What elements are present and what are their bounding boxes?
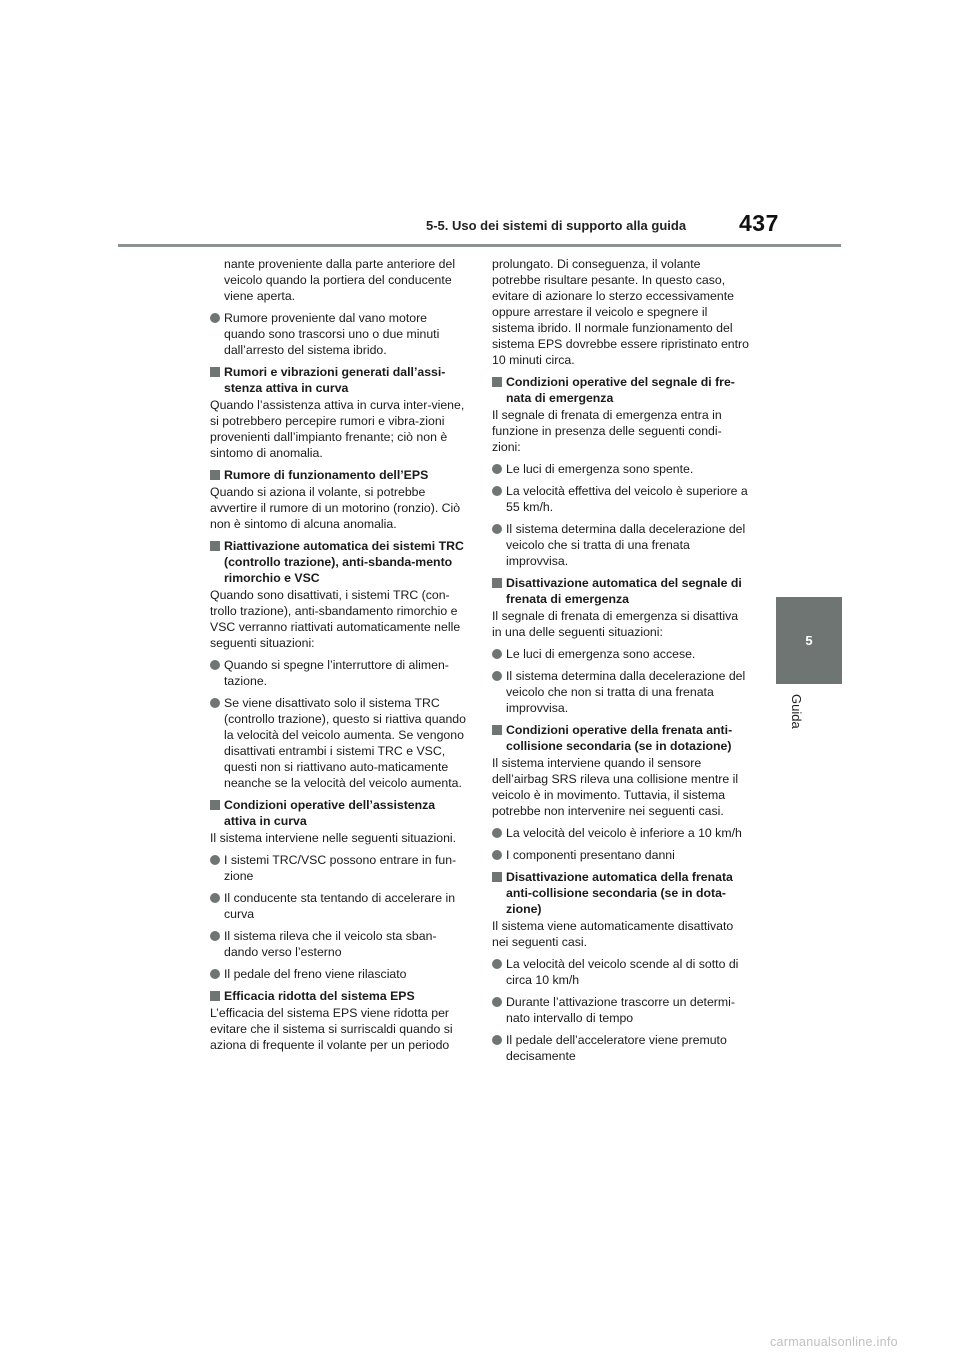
bullet-item: La velocità del veicolo scende al di sotto di circa 10 km/h [492, 956, 750, 988]
bullet-item: Il conducente sta tentando di accelerare in curva [210, 890, 468, 922]
bullet-item: Se viene disattivato solo il sistema TRC (controllo trazione), questo si riattiva quando la velocità del veicolo aumenta. Se vengono disattivati entrambi i sistemi TRC e VSC, questi non si riattivano auto-maticamente neanche se la velocità del veicolo aumenta. [210, 695, 468, 791]
paragraph: Il sistema interviene nelle seguenti situazioni. [210, 831, 457, 845]
bullet-item: Il pedale dell’acceleratore viene premuto decisamente [492, 1032, 750, 1064]
left-column [210, 256, 468, 1059]
bullet-item: Rumore proveniente dal vano motore quando sono trascorsi uno o due minuti dall’arresto del sistema ibrido. [210, 310, 468, 358]
bullet-item: I componenti presentano danni [492, 847, 750, 863]
bullet-item: Il sistema determina dalla decelerazione del veicolo che si tratta di una frenata improvvisa. [492, 521, 750, 569]
paragraph-continuation: nante proveniente dalla parte anteriore del veicolo quando la portiera del conducente viene aperta. [224, 257, 456, 303]
section-title: 5-5. Uso dei sistemi di supporto alla guida [426, 218, 687, 233]
paragraph: Il sistema interviene quando il sensore dell’airbag SRS rileva una collisione mentre il veicolo è in movimento. Tuttavia, il sistema potrebbe non intervenire nei seguenti casi. [492, 756, 739, 818]
watermark: carmanualsonline.info [770, 1335, 898, 1349]
section-heading: Rumori e vibrazioni generati dall’assi-stenza attiva in curva [210, 364, 468, 396]
paragraph: Quando l’assistenza attiva in curva inter-viene, si potrebbero percepire rumori e vibra-zioni provenienti dall’impianto frenante; ciò non è sintomo di anomalia. [210, 398, 465, 460]
bullet-item: Il sistema rileva che il veicolo sta sban-dando verso l’esterno [210, 928, 468, 960]
chapter-label: Guida [789, 694, 804, 729]
chapter-tab [776, 597, 842, 684]
bullet-item: Quando si spegne l’interruttore di alimen-tazione. [210, 657, 468, 689]
paragraph: Il segnale di frenata di emergenza si disattiva in una delle seguenti situazioni: [492, 609, 739, 639]
paragraph: Quando si aziona il volante, si potrebbe avvertire il rumore di un motorino (ronzio). Ciò non è sintomo di alcuna anomalia. [210, 485, 461, 531]
bullet-item: Il sistema determina dalla decelerazione del veicolo che non si tratta di una frenata improvvisa. [492, 668, 750, 716]
section-heading: Efficacia ridotta del sistema EPS [210, 988, 468, 1004]
bullet-item: Le luci di emergenza sono accese. [492, 646, 750, 662]
section-heading: Condizioni operative dell’assistenza attiva in curva [210, 797, 468, 829]
bullet-item: I sistemi TRC/VSC possono entrare in fun-zione [210, 852, 468, 884]
section-heading: Riattivazione automatica dei sistemi TRC (controllo trazione), anti-sbanda-mento rimorchio e VSC [210, 538, 468, 586]
paragraph: Il sistema viene automaticamente disattivato nei seguenti casi. [492, 919, 734, 949]
chapter-number: 5 [805, 633, 813, 648]
bullet-item: La velocità del veicolo è inferiore a 10 km/h [492, 825, 750, 841]
paragraph: Quando sono disattivati, i sistemi TRC (con-trollo trazione), anti-sbandamento rimorchio e VSC verranno riattivati automaticamente nelle seguenti situazioni: [210, 588, 461, 650]
right-column [492, 256, 750, 1070]
section-heading: Disattivazione automatica del segnale di frenata di emergenza [492, 575, 750, 607]
section-heading: Disattivazione automatica della frenata anti-collisione secondaria (se in dota-zione) [492, 869, 750, 917]
paragraph: prolungato. Di conseguenza, il volante potrebbe risultare pesante. In questo caso, evitare di azionare lo sterzo eccessivamente oppure arrestare il veicolo e spegnere il sistema ibrido. Il normale funzionamento del sistema EPS dovrebbe essere ripristinato entro 10 minuti circa. [492, 257, 749, 367]
paragraph: Il segnale di frenata di emergenza entra in funzione in presenza delle seguenti condi-zioni: [492, 408, 722, 454]
page-number: 437 [739, 210, 779, 236]
paragraph: L’efficacia del sistema EPS viene ridotta per evitare che il sistema si surriscaldi quando si aziona di frequente il volante per un periodo [210, 1006, 453, 1052]
bullet-item: Durante l’attivazione trascorre un determi-nato intervallo di tempo [492, 994, 750, 1026]
bullet-item: Le luci di emergenza sono spente. [492, 461, 750, 477]
bullet-item: La velocità effettiva del veicolo è superiore a 55 km/h. [492, 483, 750, 515]
section-heading: Condizioni operative del segnale di fre-nata di emergenza [492, 374, 750, 406]
section-heading: Rumore di funzionamento dell’EPS [210, 467, 468, 483]
bullet-item: Il pedale del freno viene rilasciato [210, 966, 468, 982]
section-heading: Condizioni operative della frenata anti-collisione secondaria (se in dotazione) [492, 722, 750, 754]
header-divider [118, 244, 841, 247]
